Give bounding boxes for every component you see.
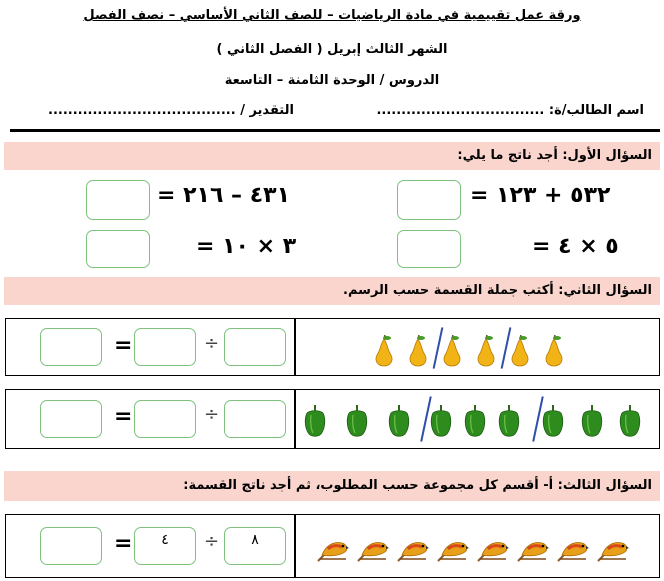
pepper-icon — [345, 403, 369, 437]
equals-sign: = — [114, 531, 133, 556]
month-line: الشهر الثالث إبريل ( الفصل الثاني ) — [216, 42, 448, 57]
q3-quotient-box[interactable] — [40, 527, 102, 565]
q1-problem-1: ٥٣٢ + ١٢٣ = — [470, 183, 611, 208]
q2-r1-quotient-box[interactable] — [40, 328, 102, 366]
grade-field[interactable]: التقدير / ...................................... — [48, 103, 294, 118]
q2-title: السؤال الثاني: أكتب جملة القسمة حسب الرسم. — [343, 283, 652, 298]
worksheet-title: ورقة عمل تقييمية في مادة الرياضيات – للصف الثاني الأساسي – نصف الفصل — [83, 8, 581, 23]
parrot-icon — [436, 535, 470, 563]
pear-icon — [542, 335, 566, 367]
pear-icon — [406, 335, 430, 367]
pepper-icon — [429, 403, 453, 437]
q2-r2-divisor-box[interactable] — [134, 400, 196, 438]
student-name-field[interactable]: اسم الطالب/ة: .................................. — [376, 103, 644, 118]
pepper-icon — [541, 403, 565, 437]
q2-row-2 — [5, 389, 660, 449]
pear-icon — [372, 335, 396, 367]
parrot-icon — [596, 535, 630, 563]
q2-r1-divisor-box[interactable] — [134, 328, 196, 366]
q2-r1-dividend-box[interactable] — [224, 328, 286, 366]
q1-answer-box-1[interactable] — [397, 180, 461, 220]
pear-icon — [440, 335, 464, 367]
q3-divisor: ٤ — [161, 532, 169, 548]
divide-sign: ÷ — [204, 333, 220, 354]
pear-icon — [508, 335, 532, 367]
q1-answer-box-3[interactable] — [397, 230, 461, 268]
q1-answer-box-4[interactable] — [86, 230, 150, 268]
q2-row-1 — [5, 318, 660, 376]
row-divider — [294, 390, 296, 448]
q2-band — [4, 277, 660, 305]
q1-answer-box-2[interactable] — [86, 180, 150, 220]
pepper-icon — [463, 403, 487, 437]
q1-problem-3: ٥ × ٤ = — [532, 234, 619, 259]
equals-sign: = — [114, 333, 133, 358]
q3-title: السؤال الثالث: أ- أقسم كل مجموعة حسب المطلوب، ثم أجد ناتج القسمة: — [183, 478, 652, 493]
q1-problem-2: ٤٣١ – ٢١٦ = — [157, 183, 291, 208]
parrot-icon — [476, 535, 510, 563]
pepper-icon — [303, 403, 327, 437]
parrot-icon — [556, 535, 590, 563]
parrot-icon — [356, 535, 390, 563]
divide-sign: ÷ — [204, 531, 220, 552]
pepper-icon — [618, 403, 642, 437]
q2-r2-dividend-box[interactable] — [224, 400, 286, 438]
parrot-icon — [316, 535, 350, 563]
q1-band — [4, 142, 660, 170]
q3-band — [4, 471, 660, 501]
pepper-icon — [387, 403, 411, 437]
pear-icon — [474, 335, 498, 367]
q3-row-1 — [5, 514, 660, 578]
q1-problem-4: ٣ × ١٠ = — [196, 234, 297, 259]
q3-divisor-box — [134, 527, 196, 565]
row-divider — [294, 319, 296, 375]
divide-sign: ÷ — [204, 404, 220, 425]
q2-r2-quotient-box[interactable] — [40, 400, 102, 438]
row-divider — [294, 515, 296, 577]
parrot-icon — [516, 535, 550, 563]
lessons-line: الدروس / الوحدة الثامنة – التاسعة — [224, 73, 440, 88]
header-divider — [10, 129, 660, 132]
q3-dividend-box — [224, 527, 286, 565]
q3-dividend: ٨ — [251, 532, 259, 548]
equals-sign: = — [114, 404, 133, 429]
pepper-icon — [580, 403, 604, 437]
q1-title: السؤال الأول: أجد ناتج ما يلي: — [457, 148, 652, 163]
parrot-icon — [396, 535, 430, 563]
pepper-icon — [497, 403, 521, 437]
